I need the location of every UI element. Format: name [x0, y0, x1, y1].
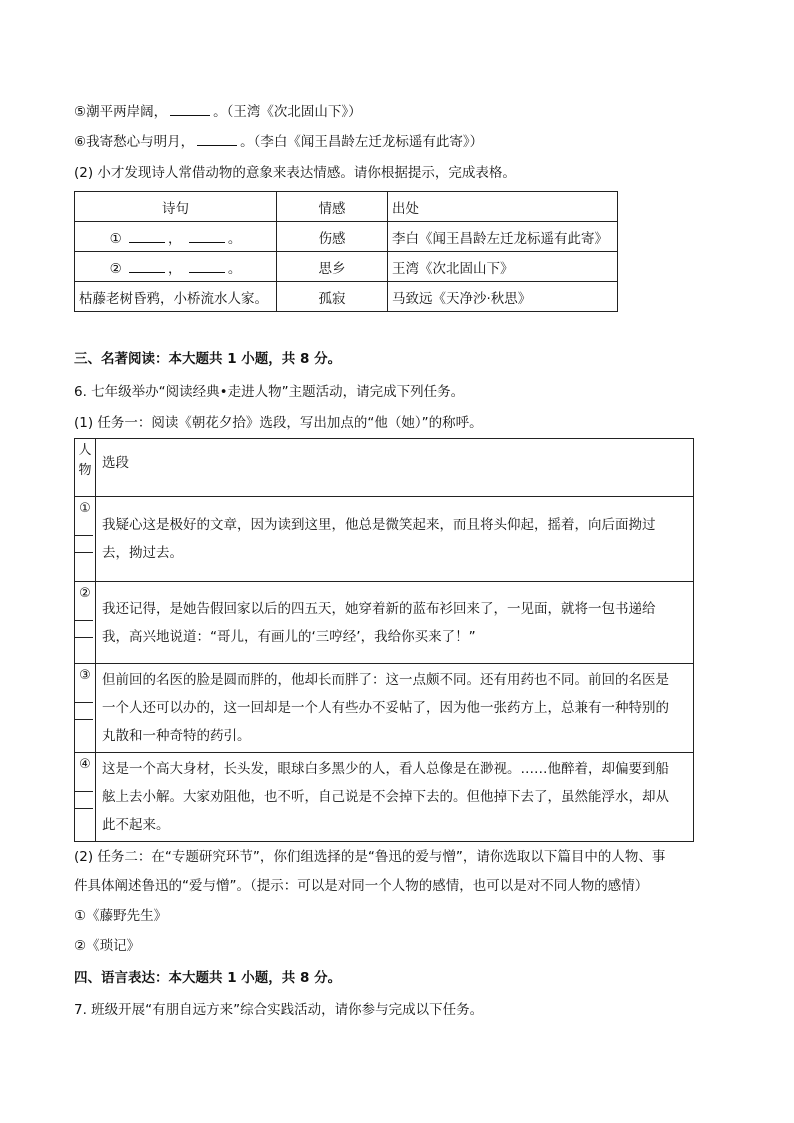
table-row: [75, 222, 618, 252]
poem-table: [74, 191, 618, 312]
question-6: 6. 七年级举办“阅读经典•走进人物”主题活动，请完成下列任务。: [74, 384, 465, 400]
question-6-2-line-2: 件具体阐述鲁迅的“爱与憎”。（提示：可以是对同一个人物的感情，也可以是对不同人物的感情）: [74, 878, 649, 894]
option-2: ②《琐记》: [74, 938, 141, 954]
question-7: 7. 班级开展“有朋自远方来”综合实践活动，请你参与完成以下任务。: [74, 1002, 484, 1018]
question-5-2: (2) 小才发现诗人常借动物的意象来表达情感。请你根据提示，完成表格。: [74, 165, 516, 181]
emotion-cell: 孤寂: [277, 282, 388, 312]
answer-blank[interactable]: [75, 621, 93, 638]
answer-blank[interactable]: [129, 228, 165, 243]
poem-line-5: [74, 101, 362, 122]
poem-line-6-source: 。（李白《闻王昌龄左迁龙标遥有此寄》）: [240, 134, 484, 150]
source-cell: 王湾《次北固山下》: [388, 252, 618, 282]
table-row: [75, 664, 694, 753]
excerpt-cell: 但前回的名医的脸是圆而胖的，他却长而胖了：这一点颇不同。还有用药也不同。前回的名医是 一个人还可以办的，这一回却是一个人有些办不妥帖了，因为他一张药方上，总兼有一种特别的 丸散和一种奇特的药引。: [96, 664, 694, 753]
header-poem: 诗句: [75, 192, 277, 222]
section-3-heading: 三、名著阅读：本大题共 1 小题，共 8 分。: [74, 351, 342, 367]
answer-blank[interactable]: [75, 686, 93, 703]
answer-blank[interactable]: [75, 703, 93, 720]
poem-line-6: [74, 131, 483, 152]
poem-cell: ① ， 。: [75, 222, 277, 252]
answer-blank[interactable]: [170, 101, 210, 116]
character-cell: ②: [75, 582, 96, 664]
answer-blank[interactable]: [75, 775, 93, 792]
table-row: [75, 497, 694, 582]
source-cell: 马致远《天净沙·秋思》: [388, 282, 618, 312]
question-6-1: (1) 任务一：阅读《朝花夕拾》选段，写出加点的“他（她）”的称呼。: [74, 415, 483, 431]
character-table: [74, 438, 694, 842]
answer-blank[interactable]: [75, 604, 93, 621]
header-excerpt: 选段: [96, 439, 694, 497]
answer-blank[interactable]: [75, 792, 93, 809]
source-cell: 李白《闻王昌龄左迁龙标遥有此寄》: [388, 222, 618, 252]
excerpt-cell: 我疑心这是极好的文章，因为读到这里，他总是微笑起来，而且将头仰起，摇着，向后面拗过 去，拗过去。: [96, 497, 694, 582]
table-header-row: [75, 192, 618, 222]
excerpt-cell: 这是一个高大身材，长头发，眼球白多黑少的人，看人总像是在渺视。……他醉着，却偏要到船 舷上去小解。大家劝阻他，也不听，自己说是不会掉下去的。但他掉下去了，虽然能浮水，却从 此不起来。: [96, 753, 694, 842]
emotion-cell: 思乡: [277, 252, 388, 282]
header-source: 出处: [388, 192, 618, 222]
answer-blank[interactable]: [129, 258, 165, 273]
header-emotion: 情感: [277, 192, 388, 222]
answer-blank[interactable]: [189, 228, 225, 243]
poem-cell: 枯藤老树昏鸦，小桥流水人家。: [75, 282, 277, 312]
option-1: ①《藤野先生》: [74, 908, 168, 924]
question-6-2-line-1: (2) 任务二：在“专题研究环节”，你们组选择的是“鲁迅的爱与憎”，请你选取以下篇目中的人物、事: [74, 849, 666, 865]
poem-cell: ② ， 。: [75, 252, 277, 282]
poem-line-6-text: ⑥我寄愁心与明月，: [74, 134, 195, 150]
excerpt-cell: 我还记得，是她告假回家以后的四五天，她穿着新的蓝布衫回来了，一见面，就将一包书递给 我，高兴地说道：“哥儿，有画儿的‘三哼经’，我给你买来了！”: [96, 582, 694, 664]
emotion-cell: 伤感: [277, 222, 388, 252]
table-row: [75, 282, 618, 312]
character-cell: ③: [75, 664, 96, 753]
answer-blank[interactable]: [189, 258, 225, 273]
table-header-row: [75, 439, 694, 497]
section-4-heading: 四、语言表达：本大题共 1 小题，共 8 分。: [74, 970, 342, 986]
answer-blank[interactable]: [75, 536, 93, 553]
header-character: 人 物: [75, 439, 96, 497]
poem-line-5-source: 。（王湾《次北固山下》）: [213, 104, 362, 120]
table-row: [75, 753, 694, 842]
table-row: [75, 252, 618, 282]
answer-blank[interactable]: [197, 131, 237, 146]
poem-line-5-text: ⑤潮平两岸阔，: [74, 104, 168, 120]
answer-blank[interactable]: [75, 519, 93, 536]
table-row: [75, 582, 694, 664]
character-cell: ④: [75, 753, 96, 842]
character-cell: ①: [75, 497, 96, 582]
